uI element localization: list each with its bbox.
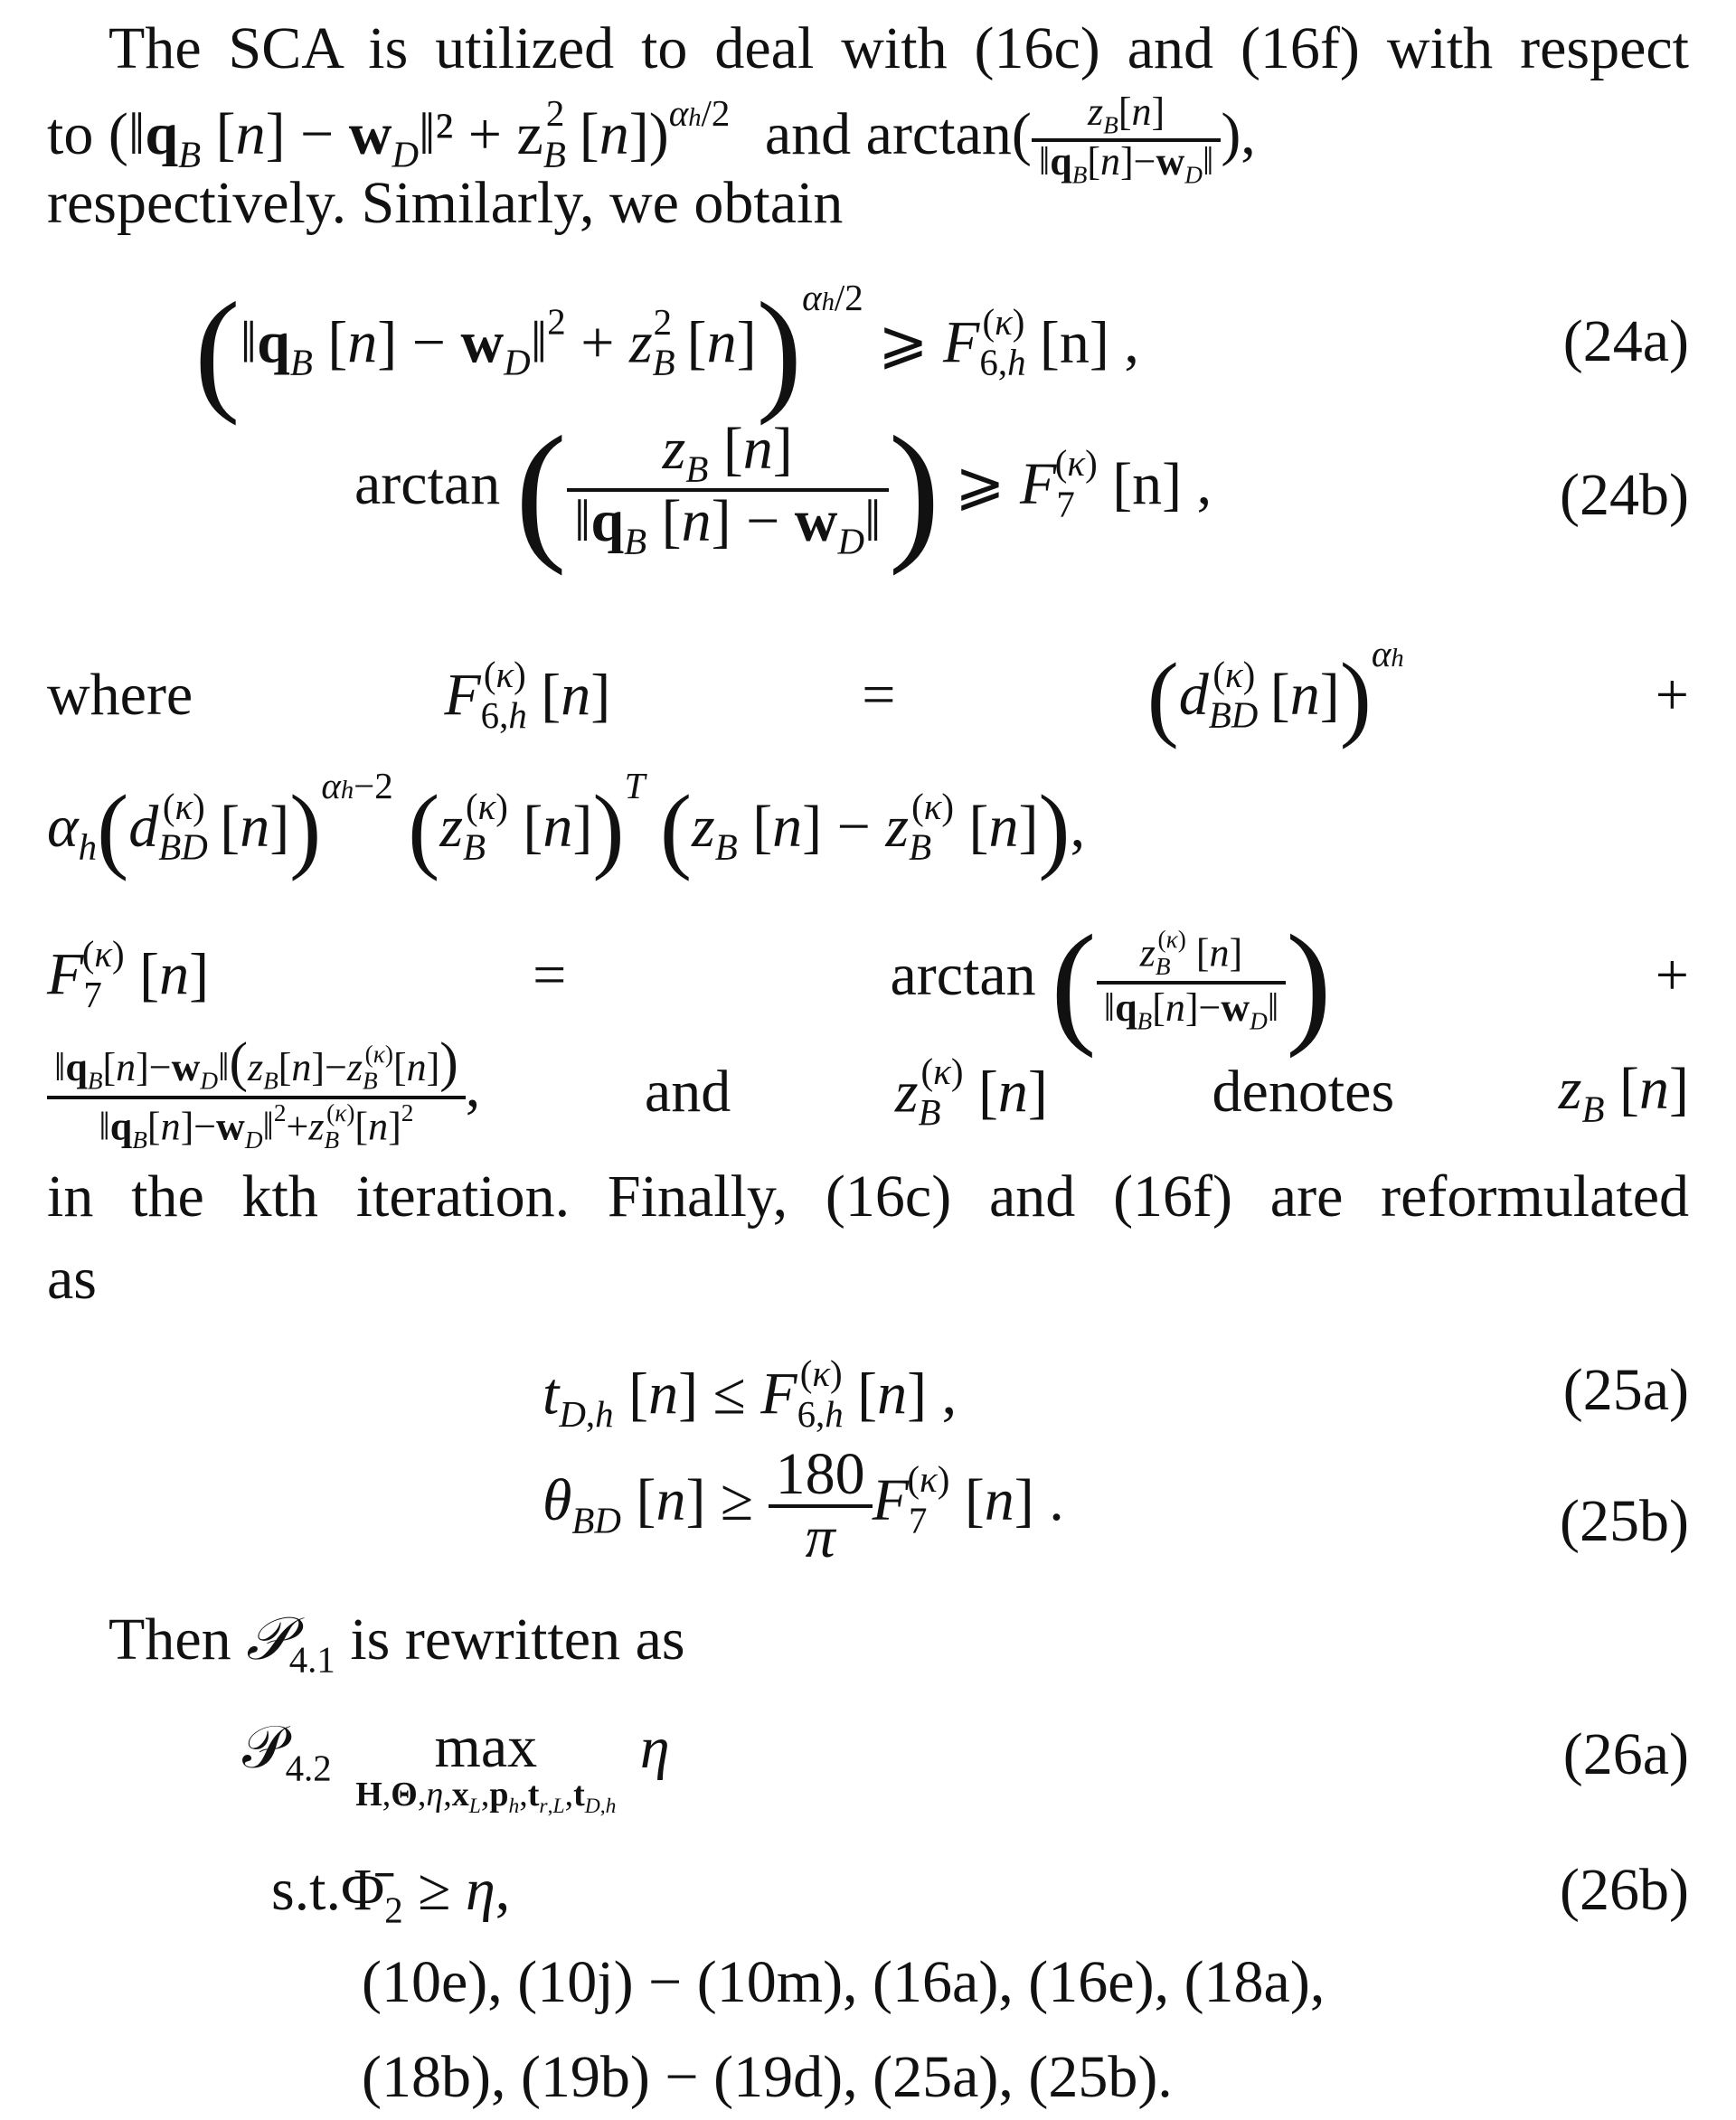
paragraph-line-3: respectively. Similarly, we obtain xyxy=(47,170,844,236)
equation-label-26b: (26b) xyxy=(1560,1857,1689,1923)
equation-26b: $s.t.\Phī_2 \ge \eta$, xyxy=(271,1857,511,1931)
equation-label-24a: (24a) xyxy=(1562,308,1689,374)
where-line-4: $\frac{‖q_B[n]-w_D‖(z_B[n]-z_B^{(\kappa)}[n])}{‖q_B[n]-w_D‖^2+z_B^{(\kappa)}[n]^2}$ , and $z_B^{(\kappa)}$ [n] denotes $z_B$ [n] xyxy=(47,1031,1689,1154)
equation-label-25b: (25b) xyxy=(1560,1488,1689,1554)
equation-label-24b: (24b) xyxy=(1560,462,1689,528)
paragraph-line-1: The SCA is utilized to deal with (16c) and (16f) with respect xyxy=(108,15,1689,81)
equation-25a: $t_{D,h}$ $[n] \le F_{6,h}^{(\kappa)}$ [n] , xyxy=(542,1353,958,1435)
equation-26a: 𝒫$_{4.2}$ max $H,\Theta,\eta,x_L,p_h,t_{r,L},t_{D,h}$ η xyxy=(242,1712,670,1819)
equation-25b: $\theta_{BD}$ [n] ≥ $\frac{180}{\pi}$ $F_7^{(\kappa)}$ [n] . xyxy=(542,1441,1064,1570)
as-line: as xyxy=(47,1246,97,1312)
where-line-1: where $F_{6,h}^{(\kappa)}$ [n] = ($d_{BD}^{(\kappa)}$ [n])$^{\alpha h}$ + xyxy=(47,634,1689,750)
equation-24b: arctan ( $\frac{z_B [n]}{‖q_B [n] - w_D‖}$ ) ⩾ $F_7^{(\kappa)}$ [n] , xyxy=(354,405,1212,577)
equation-label-26a: (26a) xyxy=(1562,1721,1689,1787)
equation-label-25a: (25a) xyxy=(1562,1357,1689,1423)
where-line-3: $F_7^{(\kappa)}$ [n] = arctan ( $\frac{z_B^{(\kappa)} [n]}{‖q_B[n]-w_D‖}$ ) + xyxy=(47,907,1689,1059)
where-line-2: $\alpha_h(d_{BD}^{(\kappa)}$ [n])$^{\alpha h-2}$ ($z_B^{(\kappa)}$ [n])$^T$ ($z_B$ $[n] - z_B^{(\kappa)}$ [n]), xyxy=(47,766,1086,882)
iteration-line: in the kth iteration. Finally, (16c) and (16f) are reformulated xyxy=(47,1164,1689,1230)
paragraph-line-2: to ($‖q_B$ $[n] - w_D‖^2 + z_B^2$ [n])$^{\alpha h/2}$ and arctan( $\frac{z_B[n]}{‖q_B[n]-w_D‖}$ ), xyxy=(47,90,1256,189)
constraints-line-2: (18b), (19b) − (19d), (25a), (25b). xyxy=(362,2044,1173,2110)
constraints-line-1: (10e), (10j) − (10m), (16a), (16e), (18a), xyxy=(362,1949,1326,2015)
equation-24a: ($‖q_B$ $[n] - w_D‖^2 + z_B^2$ [n])$^{\alpha h/2}$ ⩾ $F_{6,h}^{(\kappa)}$ [n] , xyxy=(194,274,1139,427)
then-line: Then 𝒫$_{4.1}$ is rewritten as xyxy=(108,1604,685,1681)
